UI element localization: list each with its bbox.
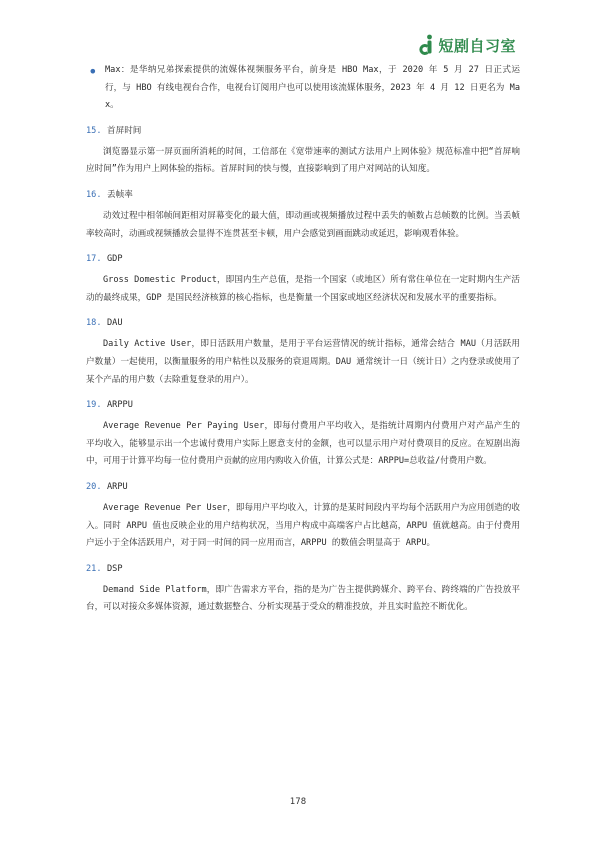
section-heading bbox=[86, 188, 520, 202]
section-15 bbox=[86, 124, 520, 179]
section-heading bbox=[86, 316, 520, 330]
section-body: Average Revenue Per User，即每用户平均收入，计算的是某时间段内平均每个活跃用户为应用创造的收入。同时 ARPU 值也反映企业的用户结构状况，当用户构成中高端客户占比越高，ARPU 值就越高。由于付费用户远小于全体活跃用户，对于同一时间的同一应用而言，ARPPU 的数值会明显高于 ARPU。 bbox=[86, 502, 520, 549]
section-heading bbox=[86, 562, 520, 576]
section-body: Average Revenue Per Paying User，即每付费用户平均收入，是指统计周期内付费用户对产品产生的平均收入，能够显示出一个忠诚付费用户实际上愿意支付的金额，也可以显示用户对付费项目的反应。在短剧出海中，可用于计算平均每一位付费用户贡献的应用内购收入价值，计算公式是：ARPPU=总收益/付费用户数。 bbox=[86, 421, 520, 467]
section-19 bbox=[86, 398, 520, 471]
section-16 bbox=[86, 188, 520, 243]
section-heading bbox=[86, 398, 520, 412]
intro-paragraph bbox=[86, 62, 520, 115]
section-number: 18. bbox=[86, 318, 102, 329]
section-title: ARPU bbox=[107, 481, 128, 492]
brand-logo-text: 短剧自习室 bbox=[438, 36, 516, 55]
section-title: DAU bbox=[107, 318, 123, 329]
section-title: DSP bbox=[107, 563, 123, 574]
section-title: 丢帧率 bbox=[107, 189, 133, 200]
section-title: GDP bbox=[107, 254, 123, 265]
section-body: Demand Side Platform，即广告需求方平台，指的是为广告主提供跨媒介、跨平台、跨终端的广告投放平台，可以对接众多媒体资源，通过数据整合、分析实现基于受众的精准投放，并且实时监控不断优化。 bbox=[86, 584, 520, 613]
section-heading bbox=[86, 124, 520, 138]
brand-logo-icon bbox=[418, 34, 434, 56]
section-18 bbox=[86, 316, 520, 389]
section-heading bbox=[86, 480, 520, 494]
section-body: Gross Domestic Product，即国内生产总值，是指一个国家（或地区）所有常住单位在一定时期内生产活动的最终成果，GDP 是国民经济核算的核心指标，也是衡量一个国家或地区经济状况和发展水平的重要指标。 bbox=[86, 275, 520, 303]
brand-logo bbox=[418, 34, 516, 56]
section-17 bbox=[86, 252, 520, 307]
section-number: 20. bbox=[86, 481, 102, 492]
section-title: 首屏时间 bbox=[107, 125, 142, 136]
intro-text: Max：是华纳兄弟探索提供的流媒体视频服务平台，前身是 HBO Max，于 2020 年 5 月 27 日正式运行，与 HBO 有线电视台合作，电视台订阅用户也可以使用该流媒体服务，2023 年 4 月 12 日更名为 Max。 bbox=[105, 65, 520, 111]
document-body bbox=[86, 62, 520, 620]
section-body: 浏览器显示第一屏页面所消耗的时间，工信部在《宽带速率的测试方法用户上网体验》规范标准中把“首屏响应时间”作为用户上网体验的指标。首屏时间的快与慢，直接影响到了用户对网站的认知度。 bbox=[86, 146, 520, 175]
section-number: 15. bbox=[86, 125, 102, 136]
section-body: Daily Active User，即日活跃用户数量，是用于平台运营情况的统计指标，通常会结合 MAU（月活跃用户数量）一起使用，以衡量服务的用户粘性以及服务的衰退周期。DAU 通常统计一日（统计日）之内登录或使用了某个产品的用户数（去除重复登录的用户）。 bbox=[86, 339, 520, 385]
section-body: 动效过程中相邻帧间距相对屏幕变化的最大值，即动画或视频播放过程中丢失的帧数占总帧数的比例。当丢帧率较高时，动画或视频播放会显得不连贯甚至卡顿，用户会感觉到画面跳动或延迟，影响观看体验。 bbox=[86, 210, 520, 239]
section-heading bbox=[86, 252, 520, 266]
section-20 bbox=[86, 480, 520, 553]
section-number: 21. bbox=[86, 563, 102, 574]
section-title: ARPPU bbox=[107, 400, 133, 411]
bullet-icon: • bbox=[88, 62, 98, 81]
section-number: 17. bbox=[86, 254, 102, 265]
section-number: 19. bbox=[86, 400, 102, 411]
page-number: 178 bbox=[289, 797, 307, 807]
section-21 bbox=[86, 562, 520, 617]
section-number: 16. bbox=[86, 189, 102, 200]
